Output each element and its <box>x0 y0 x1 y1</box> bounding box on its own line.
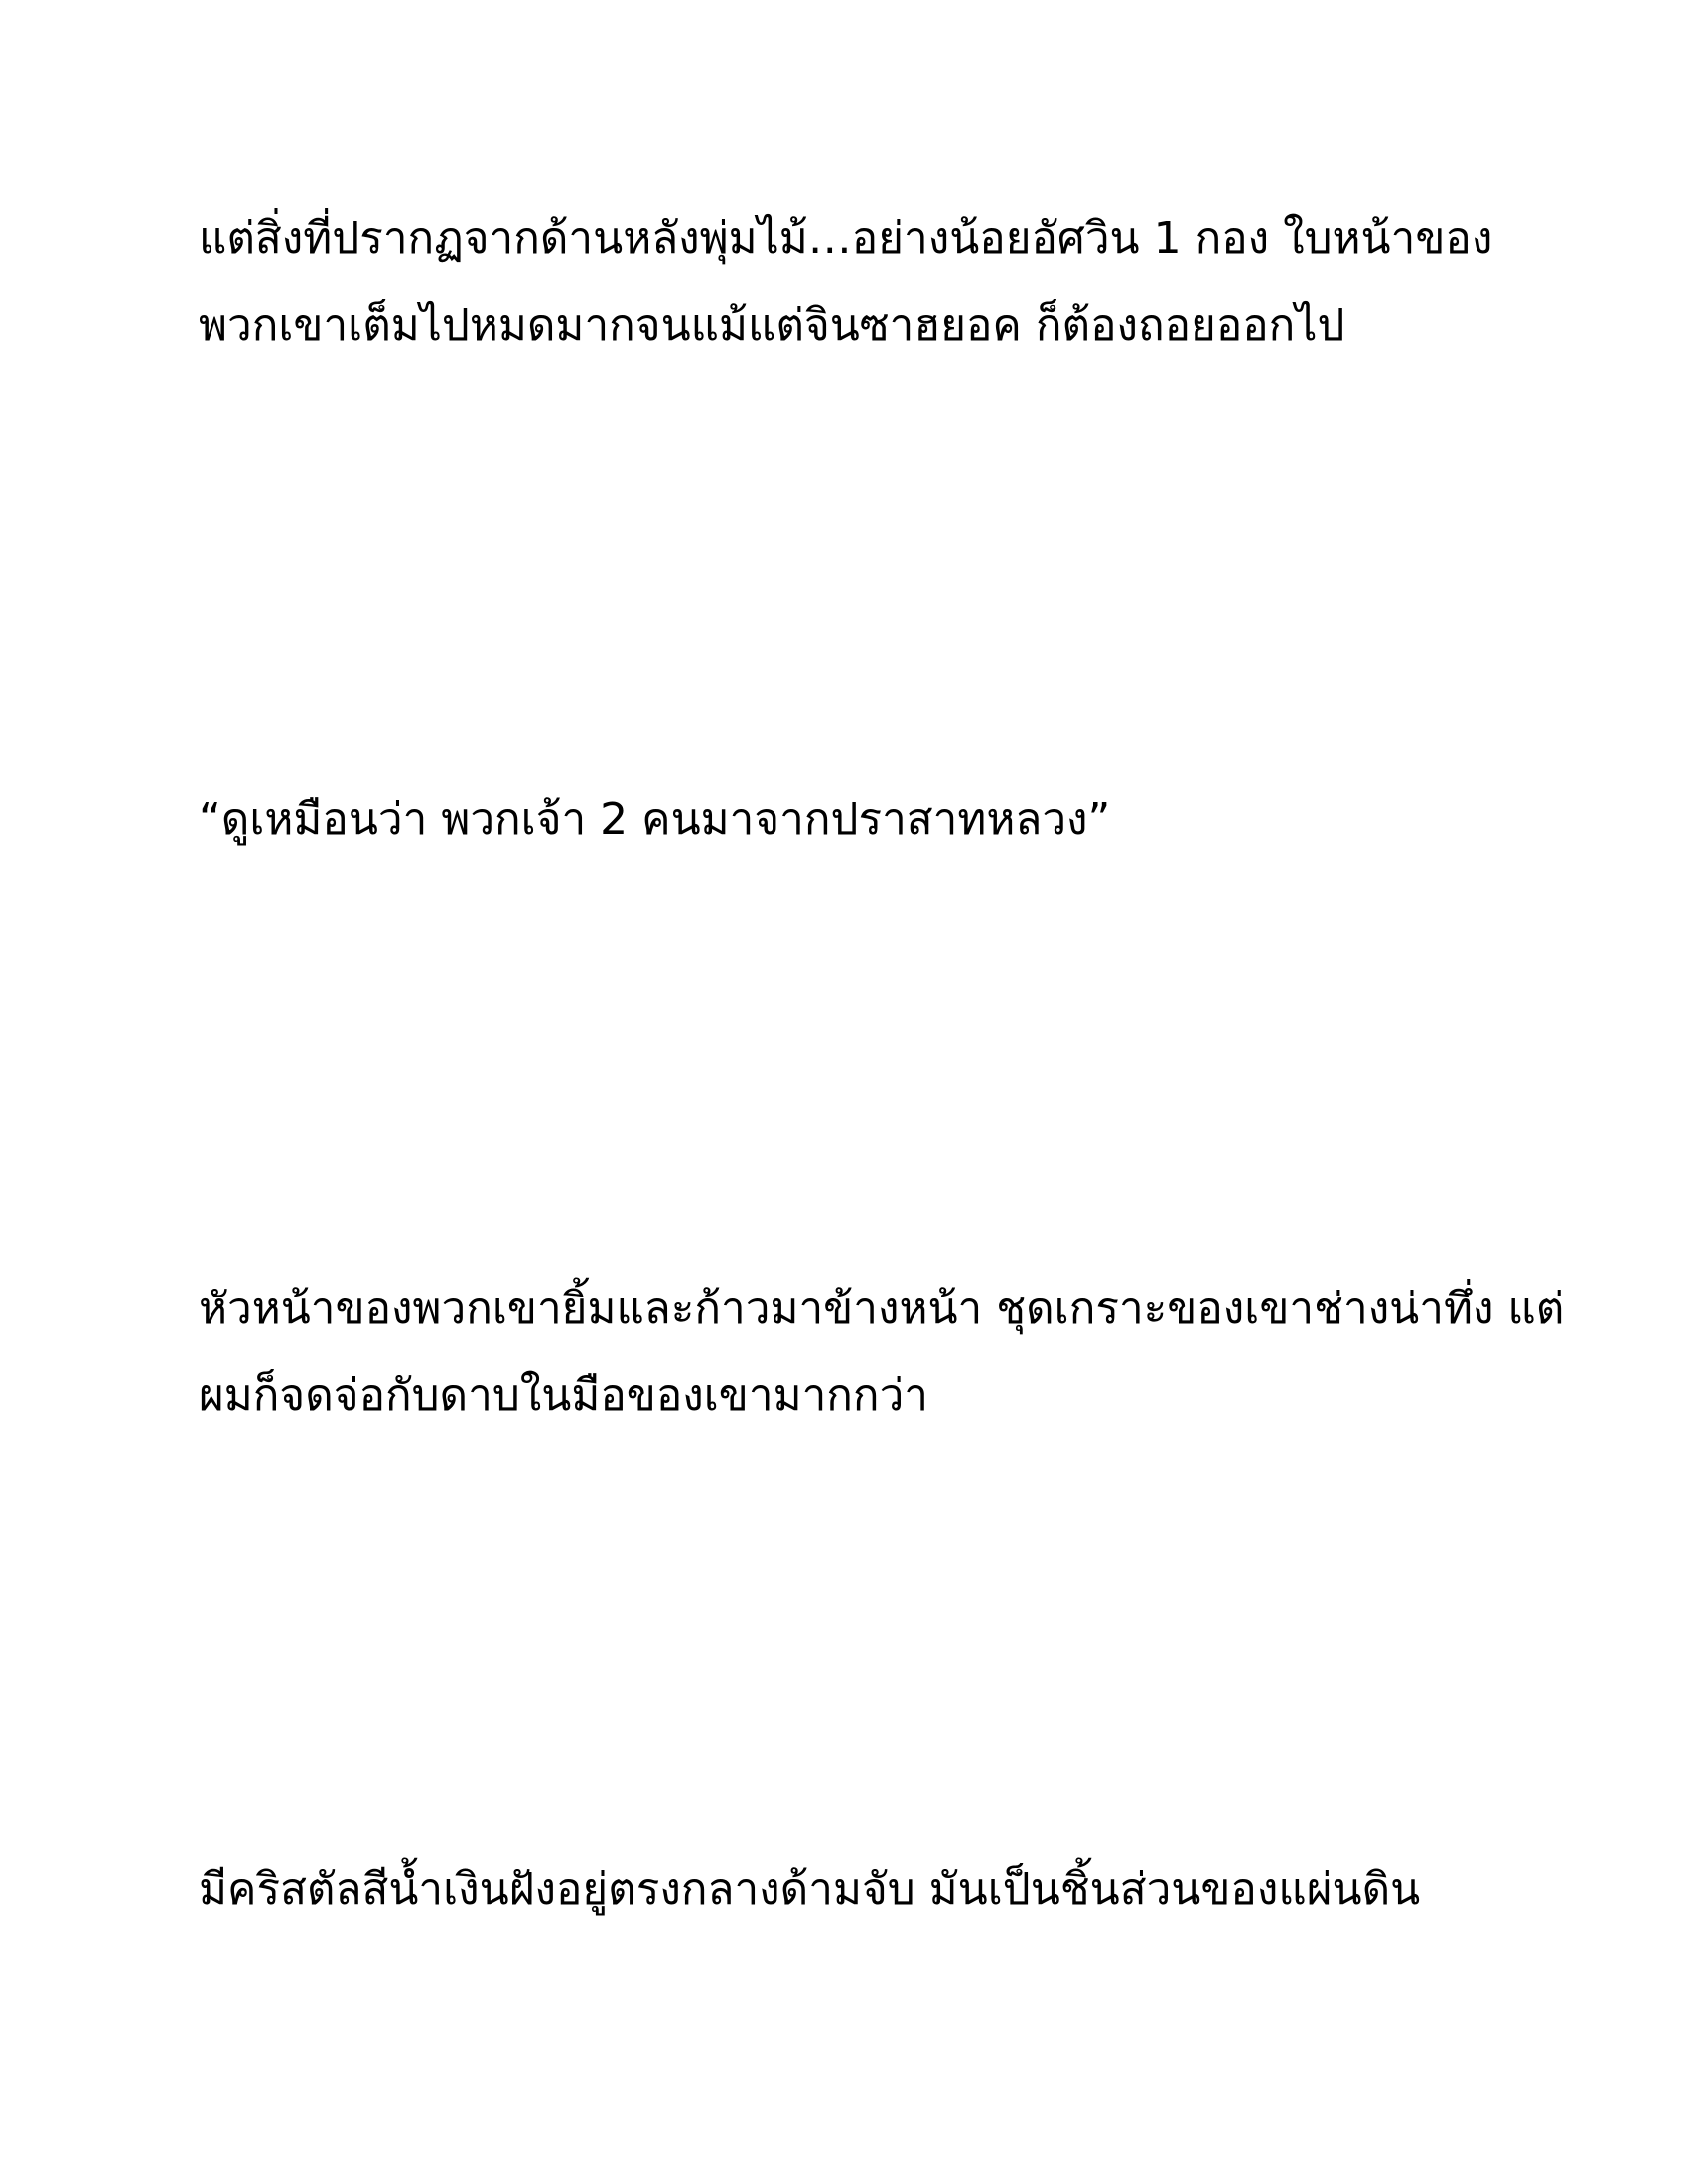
paragraph-line: มีคริสตัลสีน้ำเงินฝังอยู่ตรงกลางด้ามจับ มันเป็นชิ้นส่วนของแผ่นดิน <box>199 1864 1421 1915</box>
paragraph-line: ผมก็จดจ่อกับดาบในมือของเขามากกว่า <box>199 1370 928 1421</box>
paragraph-3 <box>199 1266 1565 1438</box>
paragraph-line: แต่สิ่งที่ปรากฏจากด้านหลังพุ่มไม้…อย่างน้อยอัศวิน 1 กอง ใบหน้าของ <box>199 213 1493 264</box>
paragraph-line: หัวหน้าของพวกเขายิ้มและก้าวมาข้างหน้า ชุดเกราะของเขาช่างน่าทึ่ง แต่ <box>199 1284 1565 1334</box>
paragraph-line: “ดูเหมือนว่า พวกเจ้า 2 คนมาจากปราสาทหลวง” <box>199 794 1111 845</box>
paragraph-1 <box>199 196 1509 368</box>
paragraph-2-dialogue <box>199 776 1509 863</box>
paragraph-line: พวกเขาเต็มไปหมดมากจนแม้แต่จินซาฮยอค ก็ต้องถอยออกไป <box>199 300 1345 350</box>
paragraph-4 <box>199 1846 1509 1933</box>
